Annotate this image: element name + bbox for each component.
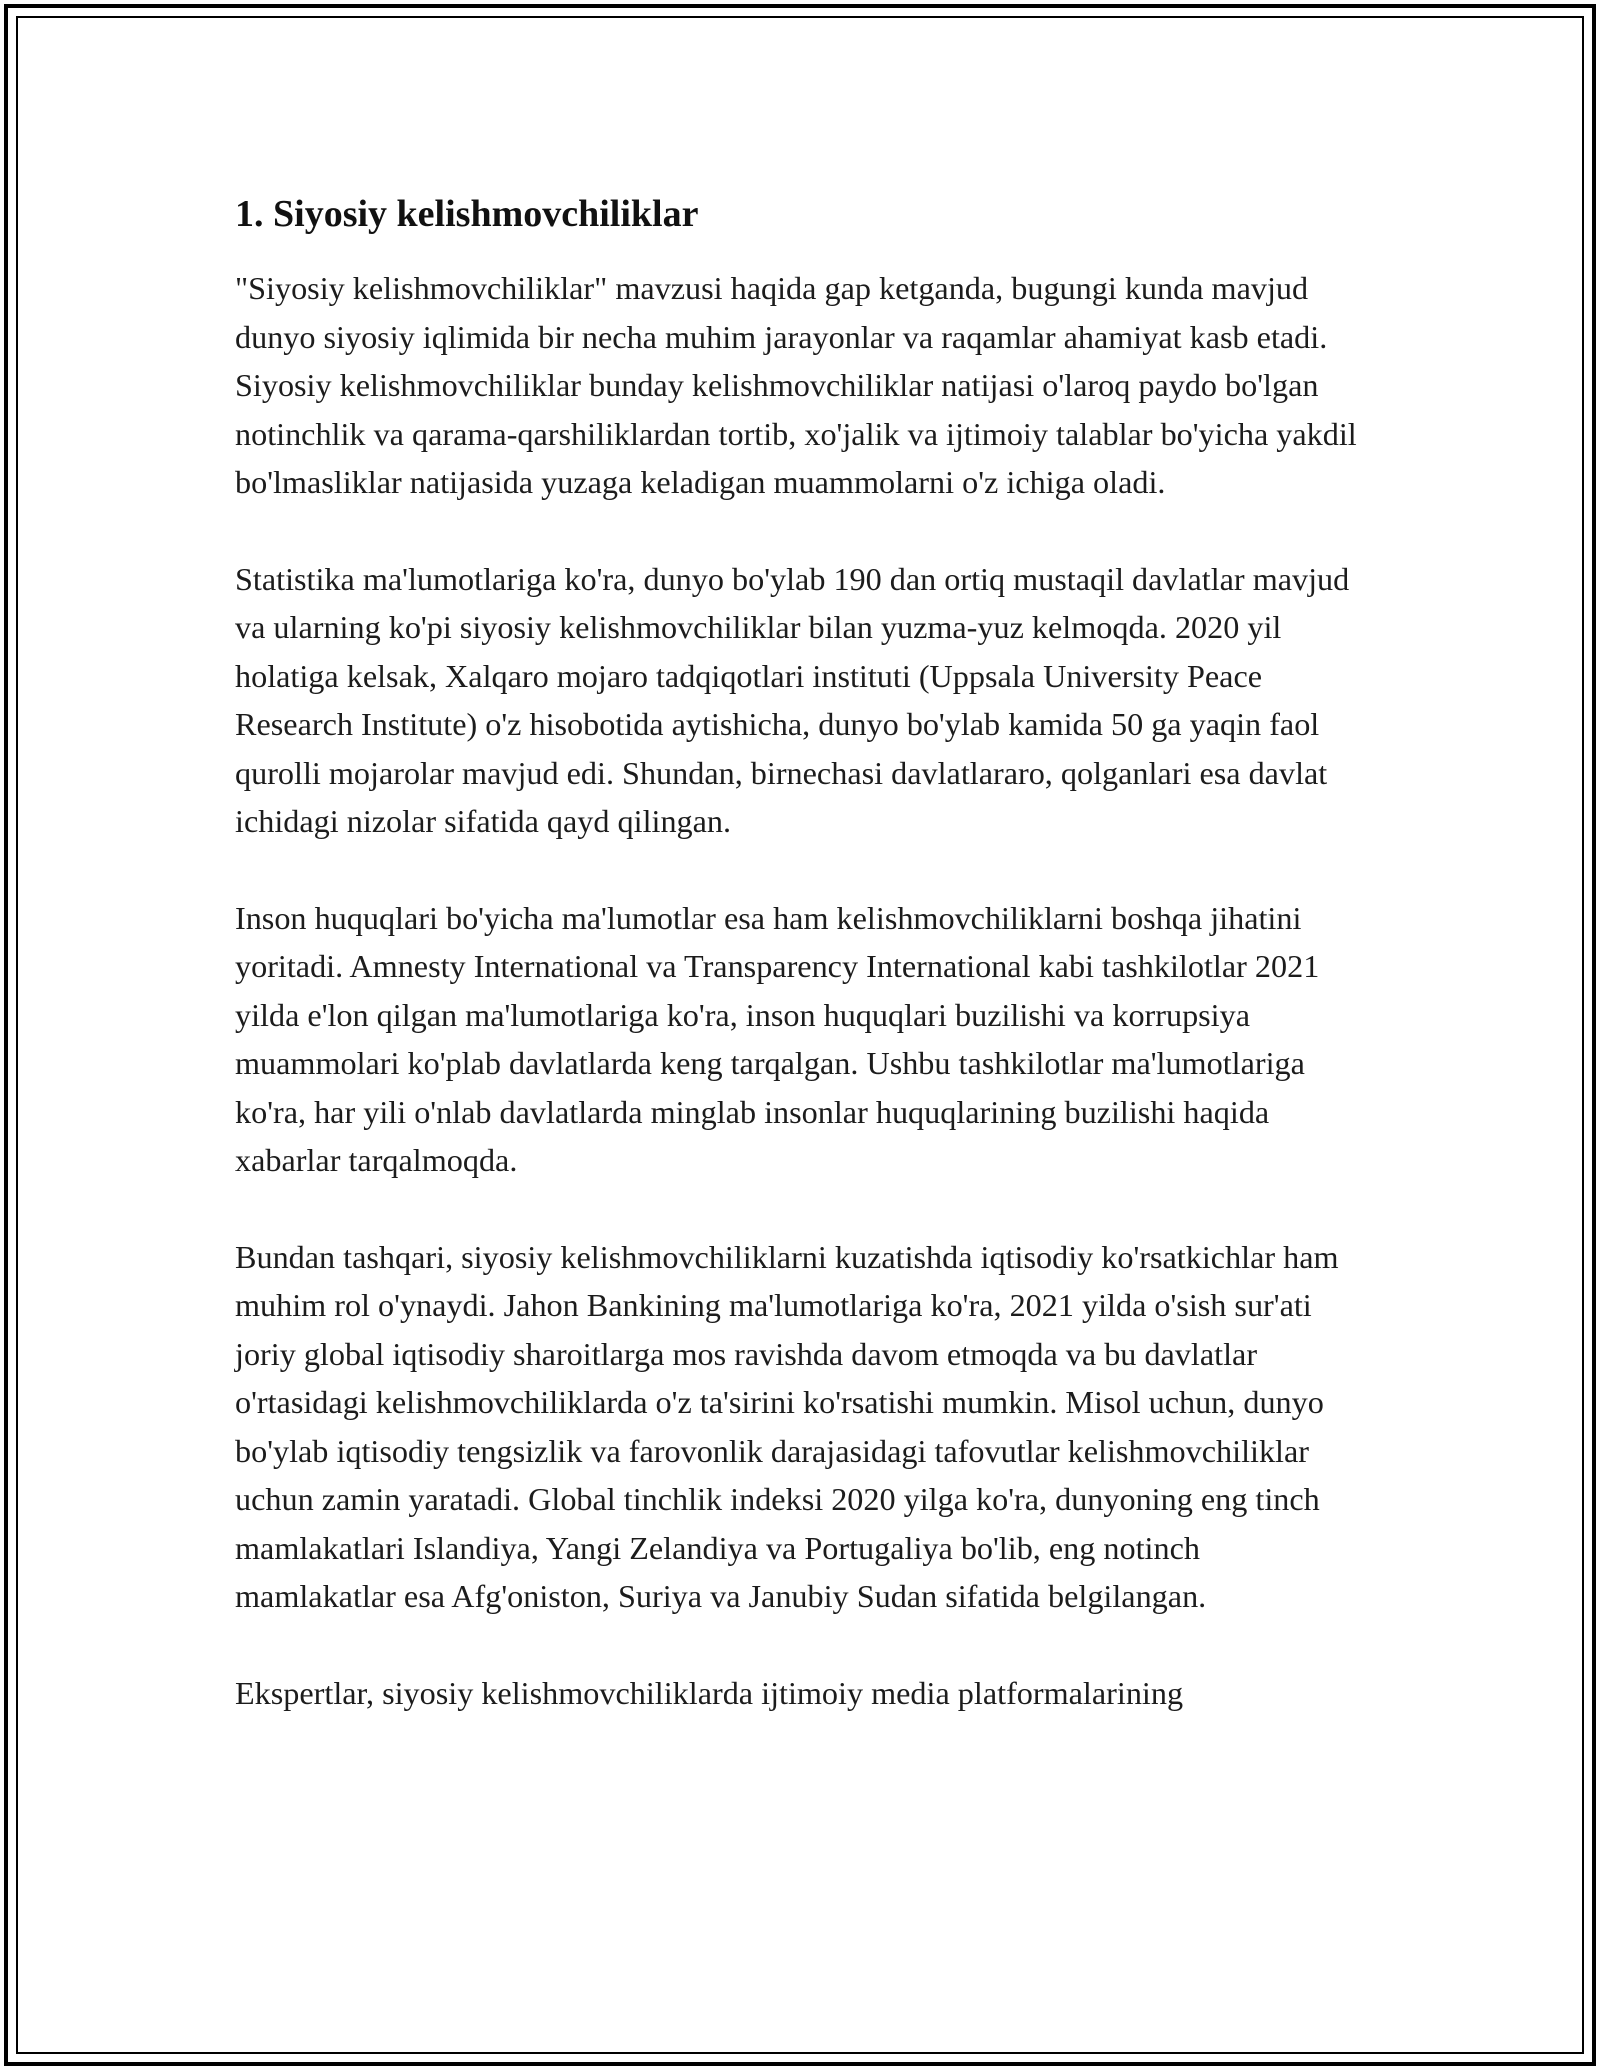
paragraph-experts: Ekspertlar, siyosiy kelishmovchiliklarda ijtimoiy media platformalarining: [235, 1674, 1184, 1711]
paragraph-economics: Bundan tashqari, siyosiy kelishmovchiliklarni kuzatishda iqtisodiy ko'rsatkichlar ham muhim rol o'ynaydi. Jahon Bankining ma'lumotlariga ko'ra, 2021 yilda o'sish sur'ati joriy global iqtisodiy sharoitlarga mos ravishda davom etmoqda va bu davlatlar o'rtasidagi kelishmovchiliklarda o'z ta'sirini ko'rsatishi mumkin. Misol uchun, dunyo bo'ylab iqtisodiy tengsizlik va farovonlik darajasidagi tafovutlar kelishmovchiliklar uchun zamin yaratadi. Global tinchlik indeksi 2020 yilga ko'ra, dunyoning eng tinch mamlakatlari Islandiya, Yangi Zelandiya va Portugaliya bo'lib, eng notinch mamlakatlar esa Afg'oniston, Suriya va Janubiy Sudan sifatida belgilangan.: [235, 1238, 1339, 1614]
document-body: [235, 188, 1365, 1765]
paragraph-intro: "Siyosiy kelishmovchiliklar" mavzusi haqida gap ketganda, bugungi kunda mavjud dunyo siyosiy iqlimida bir necha muhim jarayonlar va raqamlar ahamiyat kasb etadi. Siyosiy kelishmovchiliklar bunday kelishmovchiliklar natijasi o'laroq paydo bo'lgan notinchlik va qarama-qarshiliklardan tortib, xo'jalik va ijtimoiy talablar bo'yicha yakdil bo'lmasliklar natijasida yuzaga keladigan muammolarni o'z ichiga oladi.: [235, 270, 1357, 500]
paragraph-human-rights: Inson huquqlari bo'yicha ma'lumotlar esa ham kelishmovchiliklarni boshqa jihatini yoritadi. Amnesty International va Transparency International kabi tashkilotlar 2021 yilda e'lon qilgan ma'lumotlariga ko'ra, inson huquqlari buzilishi va korrupsiya muammolari ko'plab davlatlarda keng tarqalgan. Ushbu tashkilotlar ma'lumotlariga ko'ra, har yili o'nlab davlatlarda minglab insonlar huquqlarining buzilishi haqida xabarlar tarqalmoqda.: [235, 899, 1320, 1178]
section-heading: 1. Siyosiy kelishmovchiliklar: [235, 193, 699, 235]
paragraph-statistics: Statistika ma'lumotlariga ko'ra, dunyo bo'ylab 190 dan ortiq mustaqil davlatlar mavjud va ularning ko'pi siyosiy kelishmovchiliklar bilan yuzma-yuz kelmoqda. 2020 yil holatiga kelsak, Xalqaro mojaro tadqiqotlari instituti (Uppsala University Peace Research Institute) o'z hisobotida aytishicha, dunyo bo'ylab kamida 50 ga yaqin faol qurolli mojarolar mavjud edi. Shundan, birnechasi davlatlararo, qolganlari esa davlat ichidagi nizolar sifatida qayd qilingan.: [235, 560, 1350, 839]
